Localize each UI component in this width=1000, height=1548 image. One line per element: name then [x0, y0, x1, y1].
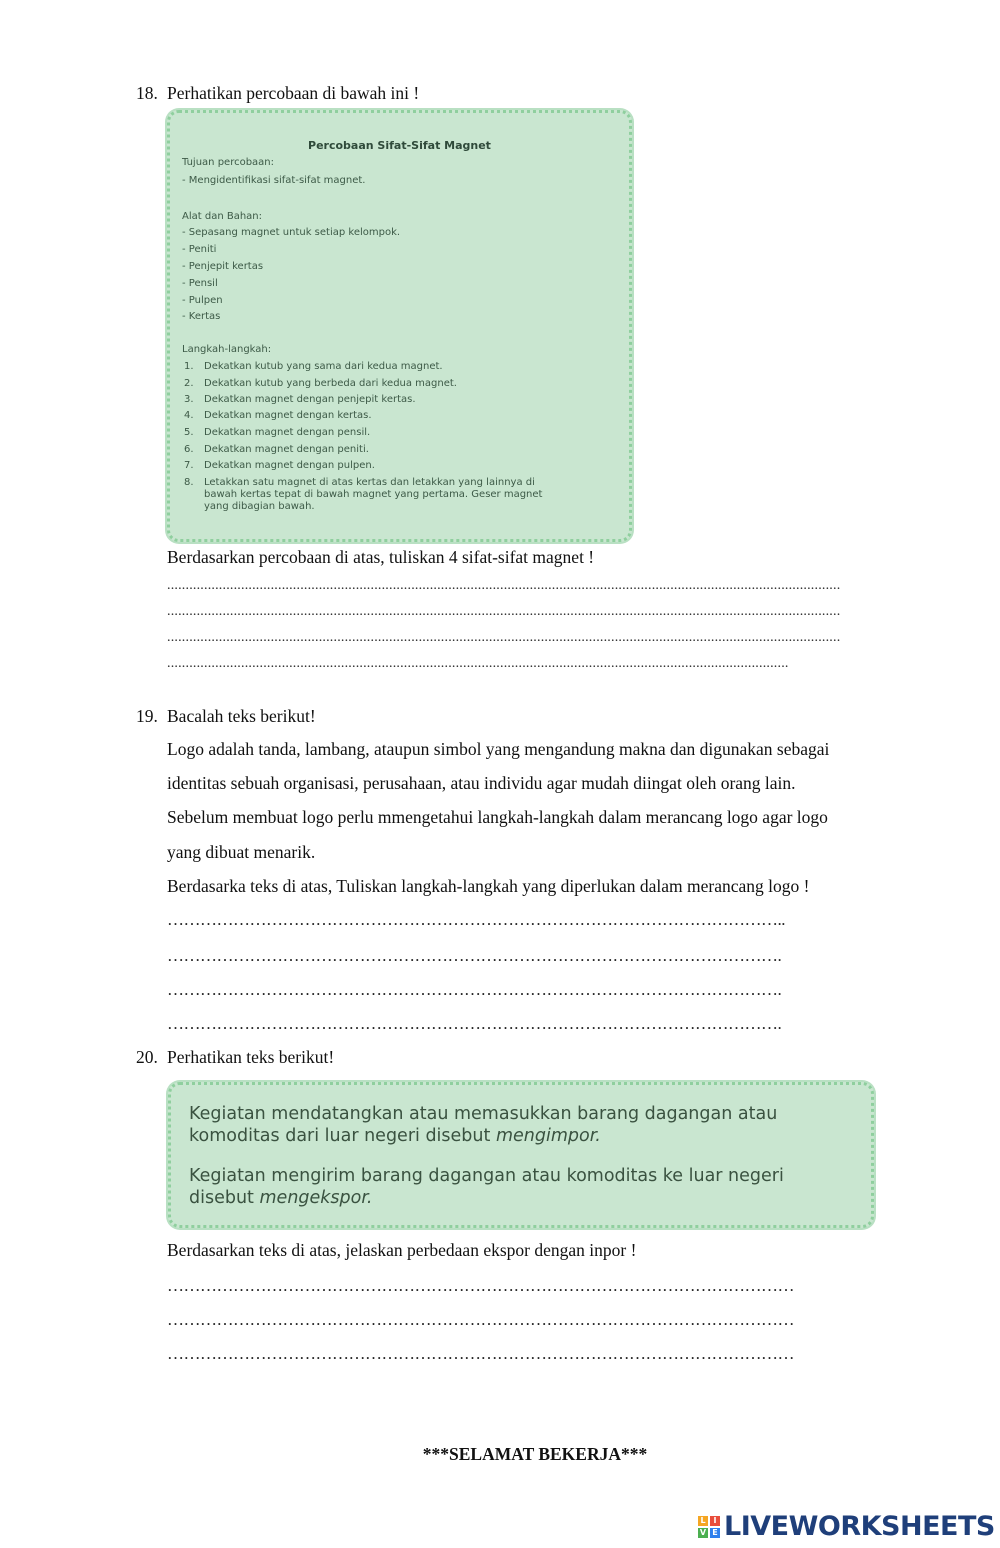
- logo-letter: E: [710, 1528, 720, 1538]
- import-line-1: Kegiatan mendatangkan atau memasukkan barang dagangan atau: [189, 1104, 778, 1124]
- steps-label: Langkah-langkah:: [182, 344, 272, 355]
- step-text: Dekatkan kutub yang berbeda dari kedua magnet.: [204, 378, 457, 389]
- tool-item: - Sepasang magnet untuk setiap kelompok.: [182, 227, 401, 238]
- logo-letter: I: [710, 1516, 720, 1526]
- tool-item: - Pensil: [182, 278, 218, 289]
- term-mengekspor: mengekspor.: [259, 1188, 373, 1208]
- step-text: Letakkan satu magnet di atas kertas dan letakkan yang lainnya di: [204, 477, 535, 488]
- answer-line[interactable]: ......................................................................................................................................................................................: [167, 604, 841, 619]
- question-18-number: 18.: [136, 83, 158, 103]
- export-definition: [189, 1165, 784, 1209]
- logo-letter: V: [699, 1527, 707, 1537]
- brand-name: LIVEWORKSHEETS: [724, 1511, 995, 1542]
- step-item: [184, 361, 443, 372]
- step-item: [184, 444, 369, 455]
- step-text: Dekatkan kutub yang sama dari kedua magnet.: [204, 361, 443, 372]
- goal-label: Tujuan percobaan:: [182, 157, 275, 168]
- step-number: 8.: [184, 477, 194, 488]
- import-line-2: [189, 1125, 777, 1147]
- import-definition: [189, 1103, 777, 1147]
- export-line-2-text: disebut: [189, 1188, 254, 1208]
- export-line-1: Kegiatan mengirim barang dagangan atau komoditas ke luar negeri: [189, 1166, 784, 1186]
- liveworksheets-logo[interactable]: [698, 1511, 995, 1542]
- step-text: Dekatkan magnet dengan kertas.: [204, 410, 372, 421]
- step-item: [184, 460, 375, 471]
- magnet-experiment-box: [167, 110, 632, 542]
- goal-text: - Mengidentifikasi sifat-sifat magnet.: [182, 175, 366, 186]
- question-20-instruction: Berdasarkan teks di atas, jelaskan perbedaan ekspor dengan inpor !: [167, 1240, 637, 1260]
- paragraph-line: identitas sebuah organisasi, perusahaan, atau individu agar mudah diingat oleh orang lain.: [167, 773, 796, 793]
- trade-definition-box: [168, 1082, 874, 1228]
- logo-letter: L: [698, 1516, 708, 1526]
- step-number: 3.: [184, 394, 194, 405]
- step-number: 6.: [184, 444, 194, 455]
- experiment-title: Percobaan Sifat-Sifat Magnet: [308, 139, 491, 152]
- answer-line[interactable]: ........................................................................................................................................................................: [167, 656, 789, 671]
- answer-line[interactable]: ……………………………………………………………………………………………………: [167, 1276, 794, 1295]
- question-19-instruction: Berdasarka teks di atas, Tuliskan langkah-langkah yang diperlukan dalam merancang logo !: [167, 876, 810, 896]
- answer-line[interactable]: ………………………………………………………………………………………………….: [167, 1014, 782, 1033]
- tool-item: - Peniti: [182, 244, 217, 255]
- question-18-prompt: Perhatikan percobaan di bawah ini !: [167, 83, 420, 103]
- import-line-2-text: komoditas dari luar negeri disebut: [189, 1126, 491, 1146]
- tools-label: Alat dan Bahan:: [182, 211, 262, 222]
- tool-item: - Penjepit kertas: [182, 261, 264, 272]
- export-line-2: [189, 1187, 784, 1209]
- answer-line[interactable]: ……………………………………………………………………………………………………: [167, 1310, 794, 1329]
- answer-line[interactable]: ......................................................................................................................................................................................: [167, 630, 841, 645]
- step-text: Dekatkan magnet dengan pulpen.: [204, 460, 375, 471]
- step-8-continuation: yang dibagian bawah.: [204, 501, 315, 512]
- answer-line[interactable]: ………………………………………………………………………………………………….: [167, 946, 782, 965]
- step-number: 5.: [184, 427, 194, 438]
- paragraph-line: yang dibuat menarik.: [167, 842, 316, 862]
- question-19-prompt: Bacalah teks berikut!: [167, 706, 316, 726]
- step-number: 1.: [184, 361, 194, 372]
- question-19-number: 19.: [136, 706, 158, 726]
- term-mengimpor: mengimpor.: [495, 1126, 601, 1146]
- step-8-continuation: bawah kertas tepat di bawah magnet yang pertama. Geser magnet: [204, 489, 543, 500]
- step-text: Dekatkan magnet dengan penjepit kertas.: [204, 394, 416, 405]
- step-number: 7.: [184, 460, 194, 471]
- live-grid-icon: [698, 1516, 720, 1538]
- question-20-number: 20.: [136, 1047, 158, 1067]
- answer-line[interactable]: ……………………………………………………………………………………………………: [167, 1344, 794, 1363]
- paragraph-line: Sebelum membuat logo perlu mmengetahui langkah-langkah dalam merancang logo agar logo: [167, 807, 828, 827]
- step-number: 4.: [184, 410, 194, 421]
- paragraph-line: Logo adalah tanda, lambang, ataupun simbol yang mengandung makna dan digunakan sebagai: [167, 739, 830, 759]
- step-number: 2.: [184, 378, 194, 389]
- question-18-instruction: Berdasarkan percobaan di atas, tuliskan 4 sifat-sifat magnet !: [167, 547, 595, 567]
- step-item: [184, 410, 372, 421]
- step-item: [184, 427, 370, 438]
- question-20-prompt: Perhatikan teks berikut!: [167, 1047, 335, 1067]
- step-item: [184, 477, 535, 488]
- tool-item: - Pulpen: [182, 295, 223, 306]
- step-text: Dekatkan magnet dengan peniti.: [204, 444, 369, 455]
- step-text: Dekatkan magnet dengan pensil.: [204, 427, 371, 438]
- answer-line[interactable]: …………………………………………………………………………………………………..: [167, 910, 785, 929]
- answer-line[interactable]: ………………………………………………………………………………………………….: [167, 980, 782, 999]
- step-item: [184, 378, 457, 389]
- closing-text: ***SELAMAT BEKERJA***: [422, 1444, 648, 1464]
- tool-item: - Kertas: [182, 311, 221, 322]
- answer-line[interactable]: ......................................................................................................................................................................................: [167, 578, 841, 593]
- step-item: [184, 394, 416, 405]
